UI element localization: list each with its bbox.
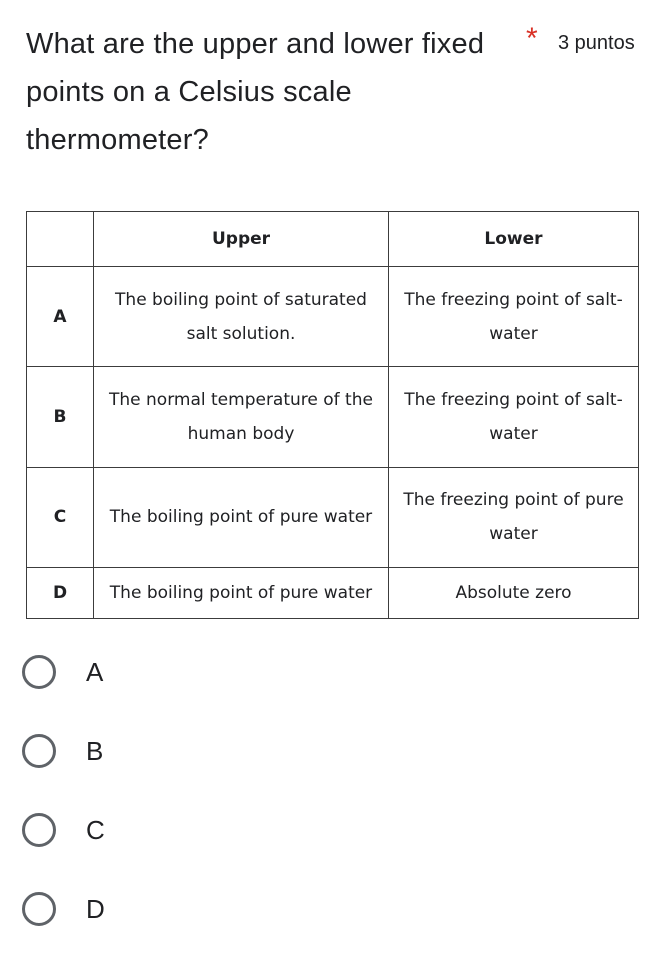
radio-button[interactable] [22,892,56,926]
upper-cell: The boiling point of saturated salt solution. [94,267,389,367]
row-label: B [27,367,94,467]
lower-cell: The freezing point of pure water [389,467,639,567]
required-asterisk: * [526,22,538,55]
option-a[interactable] [22,652,105,692]
table-row [27,568,639,619]
option-b[interactable] [22,731,105,771]
answer-options [22,652,105,968]
upper-cell: The boiling point of pure water [94,467,389,567]
upper-cell: The boiling point of pure water [94,568,389,619]
option-c[interactable] [22,810,105,850]
row-label: A [27,267,94,367]
table-row [27,367,639,467]
table-row [27,467,639,567]
radio-button[interactable] [22,655,56,689]
radio-button[interactable] [22,813,56,847]
option-d[interactable] [22,889,105,929]
row-label: D [27,568,94,619]
option-label: C [86,814,105,845]
table-header-cell [27,212,94,267]
table-header-upper: Upper [94,212,389,267]
question-text: What are the upper and lower fixed points on a Celsius scale thermometer? [26,28,485,156]
table-header-row [27,212,639,267]
lower-cell: The freezing point of salt-water [389,367,639,467]
table-row [27,267,639,367]
row-label: C [27,467,94,567]
radio-button[interactable] [22,734,56,768]
lower-cell: Absolute zero [389,568,639,619]
table-header-lower: Lower [389,212,639,267]
points-label: 3 puntos [558,32,635,54]
option-label: B [86,735,104,766]
option-label: D [86,893,105,924]
upper-cell: The normal temperature of the human body [94,367,389,467]
answer-key-table [26,211,639,619]
lower-cell: The freezing point of salt-water [389,267,639,367]
option-label: A [86,656,104,687]
